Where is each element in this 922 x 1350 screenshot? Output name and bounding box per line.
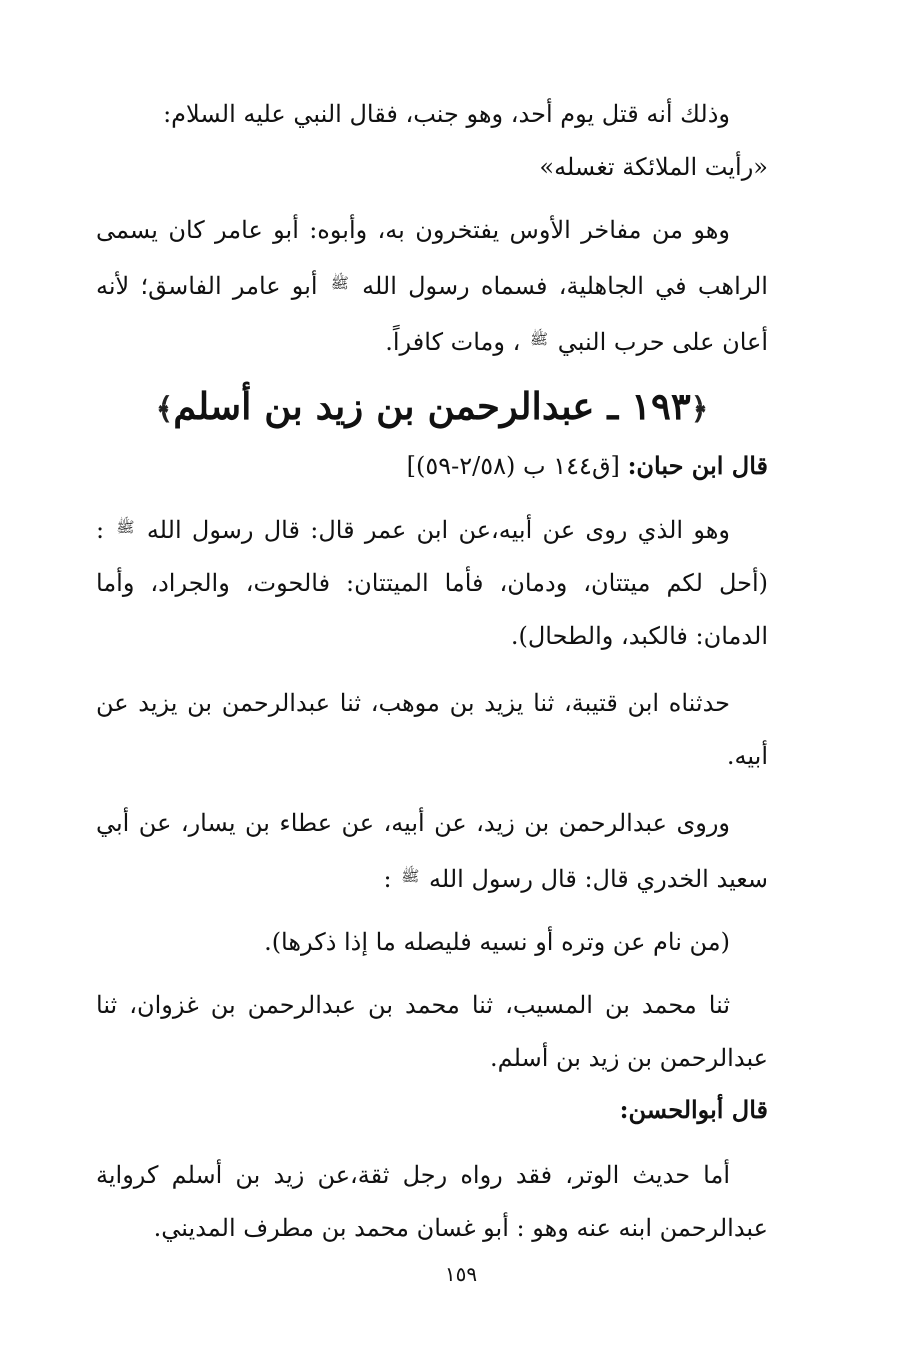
quote-angels-washing: «رأيت الملائكة تغسله» — [539, 153, 768, 181]
paragraph-7: ثنا محمد بن المسيب، ثنا محمد بن عبدالرحمن بن غزوان، ثنا عبدالرحمن بن زيد بن أسلم. — [96, 991, 768, 1072]
page-number: ١٥٩ — [444, 1262, 478, 1286]
paragraph-3 — [96, 501, 768, 663]
honorific-glyph: ﷺ — [401, 867, 420, 885]
paragraph-3-text-a: وهو الذي روى عن أبيه،عن ابن عمر قال: قال رسول الله — [146, 516, 730, 544]
paragraph-5-text-b: : — [383, 865, 392, 893]
hadith-witr: (من نام عن وتره أو نسيه فليصله ما إذا ذكرها). — [264, 928, 730, 956]
paragraph-1-text: وذلك أنه قتل يوم أحد، وهو جنب، فقال النبي عليه السلام: — [163, 100, 730, 128]
entry-heading — [96, 375, 768, 441]
abu-hasan-label: قال أبوالحسن: — [619, 1095, 768, 1124]
paragraph-1 — [96, 88, 768, 194]
paragraph-4: حدثناه ابن قتيبة، ثنا يزيد بن موهب، ثنا عبدالرحمن بن يزيد عن أبيه. — [96, 689, 768, 770]
ibn-hibban-label: قال ابن حبان: — [627, 451, 768, 480]
honorific-glyph: ﷺ — [116, 518, 135, 536]
paragraph-5 — [96, 797, 768, 906]
paragraph-5-text-a: وروى عبدالرحمن بن زيد، عن أبيه، عن عطاء بن يسار، عن أبي سعيد الخدري قال: قال رسول الله — [96, 809, 768, 893]
ibn-hibban-line — [96, 441, 768, 491]
source-reference: [ق١٤٤ ب (٢/٥٨-٥٩)] — [406, 452, 620, 480]
paragraph-2-text-c: ، ومات كافراً. — [385, 328, 521, 356]
ornament-left-icon: ﴾ — [155, 392, 174, 427]
paragraph-2 — [96, 204, 768, 369]
paragraph-2-text-a: وهو من مفاخر الأوس يفتخرون به، وأبوه: أبو عامر كان يسمى الراهب في الجاهلية، فسماه رسول الله — [96, 216, 768, 300]
ornament-right-icon: ﴿ — [690, 392, 709, 427]
abu-hasan-line — [96, 1085, 768, 1135]
paragraph-2-text-b: أبو عامر الفاسق؛ لأنه أعان على حرب النبي — [96, 272, 768, 356]
paragraph-3-text-b: : (أحل لكم ميتتان، ودمان، فأما الميتتان: فالحوت، والجراد، وأما الدمان: فالكبد، والطحال). — [96, 516, 768, 650]
entry-heading-text: ١٩٣ ـ عبدالرحمن بن زيد بن أسلم — [173, 384, 691, 428]
paragraph-8: أما حديث الوتر، فقد رواه رجل ثقة،عن زيد بن أسلم كرواية عبدالرحمن ابنه عنه وهو : أبو غسان محمد بن مطرف المديني. — [96, 1161, 768, 1242]
honorific-glyph: ﷺ — [530, 330, 549, 348]
page-body — [96, 88, 768, 1255]
honorific-glyph: ﷺ — [330, 274, 349, 292]
